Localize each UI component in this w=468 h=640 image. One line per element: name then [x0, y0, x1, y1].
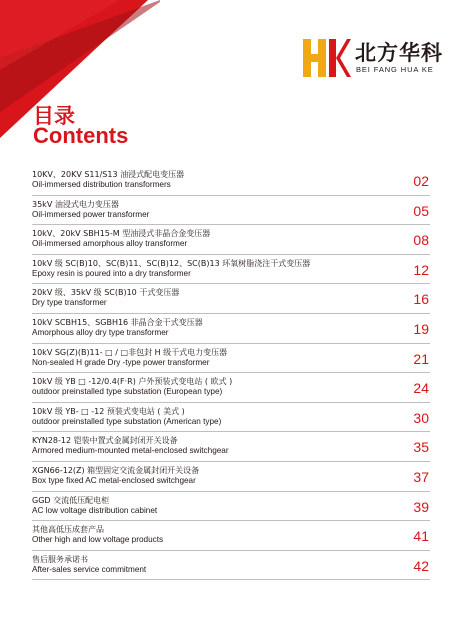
- toc-item-title-cn: 售后服务承诺书: [32, 554, 88, 564]
- toc-item[interactable]: [32, 225, 430, 255]
- toc-list: [32, 166, 430, 580]
- toc-item-page-number: 35: [413, 439, 429, 456]
- toc-item-title-cn: 20kV 级、35kV 级 SC(B)10 干式变压器: [32, 288, 180, 298]
- toc-item-title-cn: KYN28-12 铠装中置式金属封闭开关设备: [32, 436, 178, 446]
- toc-item-title-en: outdoor preinstalled type substation (European type): [32, 387, 223, 397]
- toc-item-page-number: 08: [413, 232, 429, 249]
- toc-item[interactable]: [32, 196, 430, 226]
- toc-item[interactable]: [32, 403, 430, 433]
- toc-item-title-en: Oil-immersed amorphous alloy transformer: [32, 239, 188, 249]
- toc-item-title-cn: 10KV、20KV S11/S13 油浸式配电变压器: [32, 170, 185, 179]
- toc-item-title-cn: 其他高低压成套产品: [32, 525, 104, 535]
- toc-item[interactable]: [32, 344, 430, 374]
- toc-item-title-cn: 10kV、20kV SBH15-M 型油浸式非晶合金变压器: [32, 229, 211, 239]
- toc-item-title-en: Oil-immersed power transformer: [32, 209, 150, 219]
- toc-item-title-cn: XGN66-12(Z) 箱型固定交流金属封闭开关设备: [32, 465, 200, 475]
- page-title-en: Contents: [33, 123, 129, 148]
- toc-item-title-en: Other high and low voltage products: [32, 535, 164, 545]
- toc-item-title-en: outdoor preinstalled type substation (American type): [32, 416, 222, 426]
- toc-item[interactable]: [32, 551, 430, 581]
- toc-item-page-number: 24: [413, 380, 429, 397]
- toc-item-title-en: AC low voltage distribution cabinet: [32, 505, 158, 515]
- hk-logo-icon: [303, 37, 351, 79]
- toc-item[interactable]: [32, 432, 430, 462]
- toc-item-page-number: 19: [413, 320, 429, 337]
- toc-item[interactable]: [32, 492, 430, 522]
- page-title-cn: 目录: [33, 104, 75, 128]
- toc-item-title-cn: 10kV 级 SC(B)10、SC(B)11、SC(B)12、SC(B)13 环氧树脂浇注干式变压器: [32, 258, 311, 268]
- toc-item-title-en: Amorphous alloy dry type transformer: [32, 327, 169, 337]
- toc-item[interactable]: [32, 521, 430, 551]
- toc-item-title-cn: 10kV SCBH15、SGBH16 非晶合金干式变压器: [32, 317, 203, 327]
- toc-item-page-number: 39: [413, 498, 429, 515]
- toc-item-page-number: 02: [413, 173, 429, 189]
- corner-decoration: [0, 0, 160, 140]
- toc-item-page-number: 42: [413, 557, 429, 574]
- brand-name-en: BEI FANG HUA KE: [356, 65, 434, 74]
- toc-item-title-cn: 10kV 级 YB- □ -12 预装式变电站 ( 美式 ): [32, 406, 185, 416]
- toc-item-title-cn: 10kV SG(Z)(B)11- □ / □非包封 H 级干式电力变压器: [32, 347, 228, 357]
- toc-item-page-number: 12: [413, 261, 429, 278]
- brand-name-cn: 北方华科: [355, 41, 443, 65]
- toc-item-page-number: 41: [413, 528, 429, 545]
- toc-item[interactable]: [32, 373, 430, 403]
- toc-item-title-en: Armored medium-mounted metal-enclosed switchgear: [32, 446, 229, 456]
- toc-item-title-cn: 35kV 油浸式电力变压器: [32, 199, 119, 209]
- toc-item[interactable]: [32, 462, 430, 492]
- toc-item-title-cn: 10kV 级 YB □ -12/0.4(F·R) 户外预装式变电站 ( 欧式 ): [32, 377, 233, 387]
- toc-item-title-en: Oil-immersed distribution transformers: [32, 180, 171, 189]
- toc-item-page-number: 30: [413, 409, 429, 426]
- toc-item-title-en: Box type fixed AC metal-enclosed switchgear: [32, 475, 196, 485]
- brand-block: [303, 37, 453, 79]
- toc-item[interactable]: [32, 314, 430, 344]
- toc-item[interactable]: [32, 284, 430, 314]
- toc-item-page-number: 05: [413, 202, 429, 219]
- toc-item-page-number: 16: [413, 291, 429, 308]
- toc-item-title-en: After-sales service commitment: [32, 564, 147, 574]
- toc-item[interactable]: [32, 166, 430, 196]
- toc-item-title-cn: GGD 交流低压配电柜: [32, 495, 110, 505]
- toc-item-title-en: Non-sealed H grade Dry -type power transformer: [32, 357, 210, 367]
- toc-item[interactable]: [32, 255, 430, 285]
- toc-item-title-en: Epoxy resin is poured into a dry transformer: [32, 268, 191, 278]
- toc-item-page-number: 37: [413, 468, 429, 485]
- toc-item-title-en: Dry type transformer: [32, 298, 107, 308]
- toc-item-page-number: 21: [413, 350, 429, 367]
